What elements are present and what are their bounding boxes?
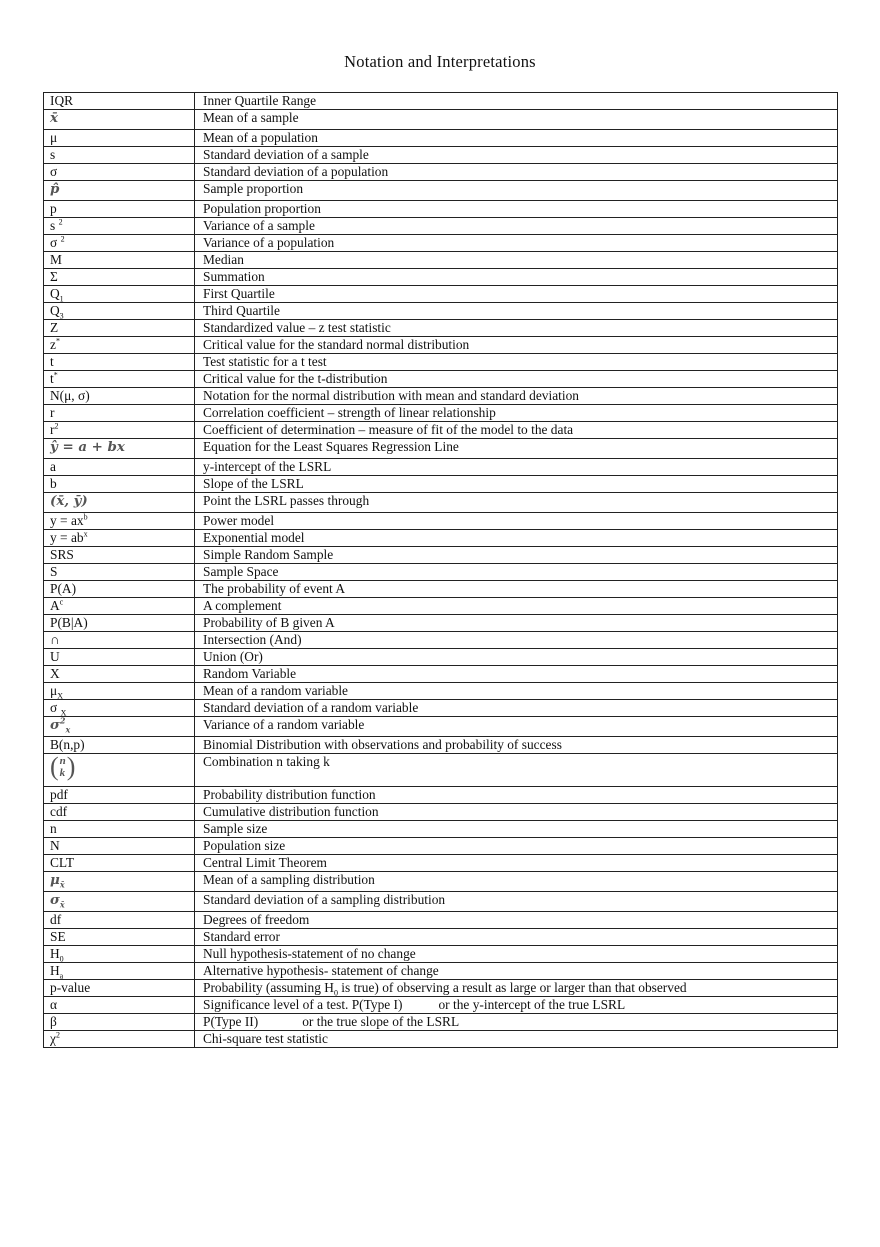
table-row [44, 929, 838, 946]
meaning-cell: Standard deviation of a sampling distribution [195, 892, 838, 912]
symbol-cell: σ $^2$ [44, 235, 195, 252]
symbol-cell: t* [44, 371, 195, 388]
symbol-cell: $\mu_{x̄}$ [44, 872, 195, 892]
symbol-cell: M [44, 252, 195, 269]
symbol-cell: r [44, 405, 195, 422]
symbol-cell: μ [44, 130, 195, 147]
meaning-cell: Coefficient of determination – measure of fit of the model to the data [195, 422, 838, 439]
meaning-cell: Standard deviation of a population [195, 164, 838, 181]
table-row [44, 459, 838, 476]
table-row [44, 1014, 838, 1031]
meaning-cell: Degrees of freedom [195, 912, 838, 929]
symbol-cell: s [44, 147, 195, 164]
meaning-cell: Central Limit Theorem [195, 855, 838, 872]
table-row [44, 804, 838, 821]
symbol-cell: SRS [44, 547, 195, 564]
symbol-cell: $H_0$ [44, 946, 195, 963]
symbol-cell: (x̄, ȳ) [44, 493, 195, 513]
meaning-cell: Standard deviation of a sample [195, 147, 838, 164]
table-row [44, 598, 838, 615]
symbol-cell: t [44, 354, 195, 371]
meaning-cell: Test statistic for a t test [195, 354, 838, 371]
table-row [44, 581, 838, 598]
symbol-cell: α [44, 997, 195, 1014]
table-row [44, 912, 838, 929]
meaning-cell: Critical value for the t-distribution [195, 371, 838, 388]
meaning-cell: Critical value for the standard normal distribution [195, 337, 838, 354]
table-row [44, 493, 838, 513]
meaning-cell: Point the LSRL passes through [195, 493, 838, 513]
meaning-cell: Inner Quartile Range [195, 93, 838, 110]
symbol-cell: $y = ax^b$ [44, 513, 195, 530]
symbol-cell: Σ [44, 269, 195, 286]
table-row [44, 963, 838, 980]
meaning-cell: The probability of event A [195, 581, 838, 598]
symbol-cell: Z [44, 320, 195, 337]
table-row [44, 147, 838, 164]
symbol-cell: $A^c$ [44, 598, 195, 615]
symbol-cell: x̄ [44, 110, 195, 130]
table-row [44, 855, 838, 872]
table-row [44, 130, 838, 147]
symbol-cell: $y = ab^x$ [44, 530, 195, 547]
meaning-cell: Chi-square test statistic [195, 1031, 838, 1048]
meaning-cell: Cumulative distribution function [195, 804, 838, 821]
meaning-cell: Variance of a population [195, 235, 838, 252]
symbol-cell: ∩ [44, 632, 195, 649]
table-row [44, 476, 838, 493]
meaning-cell: Simple Random Sample [195, 547, 838, 564]
symbol-cell: $\sigma_{x̄}$ [44, 892, 195, 912]
table-row [44, 164, 838, 181]
page-title: Notation and Interpretations [344, 52, 536, 71]
meaning-cell: Mean of a sample [195, 110, 838, 130]
meaning-cell: A complement [195, 598, 838, 615]
symbol-cell: $Q_1$ [44, 286, 195, 303]
meaning-cell: Standard error [195, 929, 838, 946]
table-row [44, 286, 838, 303]
symbol-cell: σ $_X$ [44, 700, 195, 717]
meaning-cell: Population proportion [195, 201, 838, 218]
symbol-cell: N(μ, σ) [44, 388, 195, 405]
table-row [44, 320, 838, 337]
symbol-cell: df [44, 912, 195, 929]
notation-table [43, 92, 838, 1048]
meaning-cell: Exponential model [195, 530, 838, 547]
table-row [44, 252, 838, 269]
meaning-cell: Population size [195, 838, 838, 855]
table-row [44, 337, 838, 354]
symbol-cell: s $^2$ [44, 218, 195, 235]
symbol-cell: b [44, 476, 195, 493]
table-row [44, 371, 838, 388]
symbol-cell [44, 754, 195, 787]
symbol-cell: σ [44, 164, 195, 181]
symbol-cell: IQR [44, 93, 195, 110]
meaning-cell: P(Type II) or the true slope of the LSRL [195, 1014, 838, 1031]
meaning-cell: Sample Space [195, 564, 838, 581]
meaning-cell: Median [195, 252, 838, 269]
symbol-cell: P(A) [44, 581, 195, 598]
table-row [44, 93, 838, 110]
meaning-cell: Mean of a sampling distribution [195, 872, 838, 892]
meaning-cell: Notation for the normal distribution with mean and standard deviation [195, 388, 838, 405]
symbol-cell: $r^2$ [44, 422, 195, 439]
table-row [44, 110, 838, 130]
table-row [44, 201, 838, 218]
symbol-cell: a [44, 459, 195, 476]
table-row [44, 666, 838, 683]
table-row [44, 269, 838, 286]
table-row [44, 405, 838, 422]
symbol-cell: p [44, 201, 195, 218]
table-row [44, 530, 838, 547]
table-row [44, 872, 838, 892]
meaning-cell: Variance of a sample [195, 218, 838, 235]
table-row [44, 717, 838, 737]
symbol-cell: N [44, 838, 195, 855]
meaning-cell: y-intercept of the LSRL [195, 459, 838, 476]
meaning-cell: Random Variable [195, 666, 838, 683]
symbol-cell: $\mu_X$ [44, 683, 195, 700]
symbol-cell: p̂ [44, 181, 195, 201]
symbol-cell: X [44, 666, 195, 683]
table-row [44, 388, 838, 405]
table-row [44, 564, 838, 581]
meaning-cell: Slope of the LSRL [195, 476, 838, 493]
symbol-cell: P(B|A) [44, 615, 195, 632]
meaning-cell: Significance level of a test. P(Type I) or the y-intercept of the true LSRL [195, 997, 838, 1014]
table-row [44, 181, 838, 201]
meaning-cell: First Quartile [195, 286, 838, 303]
table-row [44, 892, 838, 912]
table-row [44, 700, 838, 717]
meaning-cell: Equation for the Least Squares Regression Line [195, 439, 838, 459]
symbol-cell: β [44, 1014, 195, 1031]
symbol-cell: pdf [44, 787, 195, 804]
meaning-cell: Summation [195, 269, 838, 286]
symbol-cell: $\chi^2$ [44, 1031, 195, 1048]
table-row [44, 513, 838, 530]
meaning-cell: Power model [195, 513, 838, 530]
table-row [44, 235, 838, 252]
meaning-cell: Third Quartile [195, 303, 838, 320]
symbol-cell: B(n,p) [44, 737, 195, 754]
meaning-cell: Intersection (And) [195, 632, 838, 649]
table-row [44, 649, 838, 666]
meaning-cell: Alternative hypothesis- statement of change [195, 963, 838, 980]
table-row [44, 218, 838, 235]
table-row [44, 354, 838, 371]
meaning-cell: Binomial Distribution with observations and probability of success [195, 737, 838, 754]
meaning-cell: Standardized value – z test statistic [195, 320, 838, 337]
meaning-cell: Mean of a population [195, 130, 838, 147]
symbol-cell: n [44, 821, 195, 838]
table-row [44, 946, 838, 963]
symbol-cell: ŷ = a + bx [44, 439, 195, 459]
meaning-cell: Correlation coefficient – strength of linear relationship [195, 405, 838, 422]
meaning-cell: Probability of B given A [195, 615, 838, 632]
symbol-cell: SE [44, 929, 195, 946]
table-row [44, 632, 838, 649]
binomial-coefficient-symbol: ( n k ) [50, 753, 76, 781]
meaning-cell: Variance of a random variable [195, 717, 838, 737]
symbol-cell: cdf [44, 804, 195, 821]
table-row [44, 439, 838, 459]
meaning-cell: Combination n taking k [195, 754, 838, 787]
meaning-cell: Sample size [195, 821, 838, 838]
table-row [44, 422, 838, 439]
table-row [44, 980, 838, 997]
meaning-cell: Probability distribution function [195, 787, 838, 804]
meaning-cell: Sample proportion [195, 181, 838, 201]
table-row [44, 754, 838, 787]
symbol-cell: p-value [44, 980, 195, 997]
symbol-cell: $H_a$ [44, 963, 195, 980]
meaning-cell: Union (Or) [195, 649, 838, 666]
meaning-cell: Null hypothesis-statement of no change [195, 946, 838, 963]
table-row [44, 821, 838, 838]
table-row [44, 683, 838, 700]
symbol-cell: $Q_3$ [44, 303, 195, 320]
meaning-cell: Standard deviation of a random variable [195, 700, 838, 717]
meaning-cell: Mean of a random variable [195, 683, 838, 700]
table-row [44, 1031, 838, 1048]
meaning-cell: Probability (assuming $H_0$ is true) of observing a result as large or larger than that observed [195, 980, 838, 997]
table-row [44, 547, 838, 564]
symbol-cell: z* [44, 337, 195, 354]
symbol-cell: CLT [44, 855, 195, 872]
table-row [44, 838, 838, 855]
table-row [44, 737, 838, 754]
symbol-cell: U [44, 649, 195, 666]
table-row [44, 997, 838, 1014]
symbol-cell: $\sigma^2_x$ [44, 717, 195, 737]
table-row [44, 303, 838, 320]
symbol-cell: S [44, 564, 195, 581]
table-row [44, 787, 838, 804]
table-row [44, 615, 838, 632]
